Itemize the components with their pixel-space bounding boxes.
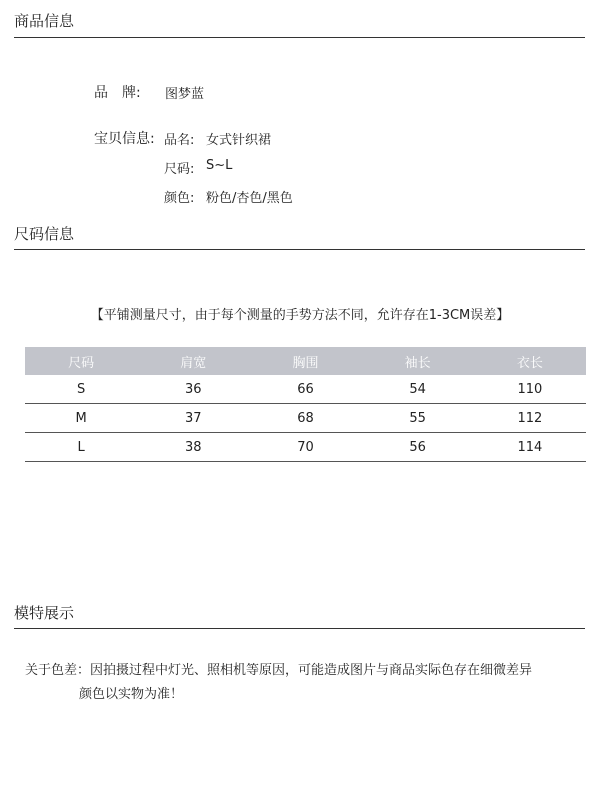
product-detail-label: 宝贝信息: xyxy=(94,131,155,147)
color-difference-note-2: 颜色以实物为准！ xyxy=(79,687,184,702)
table-cell: S xyxy=(25,375,137,404)
table-cell: 56 xyxy=(362,433,474,462)
table-cell: L xyxy=(25,433,137,462)
section-title-size-info: 尺码信息 xyxy=(14,225,75,243)
size-table xyxy=(25,347,586,462)
brand-label: 品 牌: xyxy=(94,85,141,101)
size-value: S~L xyxy=(206,158,233,173)
section-divider xyxy=(14,628,585,629)
table-cell: 55 xyxy=(362,404,474,433)
measurement-notice: 【平铺测量尺寸，由于每个测量的手势方法不同，允许存在1-3CM误差】 xyxy=(90,308,510,323)
section-divider xyxy=(14,37,585,38)
color-value: 粉色/杏色/黑色 xyxy=(206,191,293,206)
table-row xyxy=(25,375,586,404)
table-cell: 36 xyxy=(137,375,249,404)
table-cell: M xyxy=(25,404,137,433)
size-table-header xyxy=(25,347,586,375)
section-title-model-show: 模特展示 xyxy=(14,604,75,622)
product-name-label: 品名: xyxy=(164,133,195,148)
table-cell: 110 xyxy=(474,375,586,404)
table-row xyxy=(25,433,586,462)
header-size: 尺码 xyxy=(25,347,137,375)
table-cell: 66 xyxy=(249,375,361,404)
table-cell: 68 xyxy=(249,404,361,433)
color-difference-note: 关于色差：因拍摄过程中灯光、照相机等原因，可能造成图片与商品实际色存在细微差异 xyxy=(25,663,533,678)
section-title-product-info: 商品信息 xyxy=(14,12,75,30)
table-cell: 54 xyxy=(362,375,474,404)
color-label: 颜色: xyxy=(164,191,195,206)
brand-value: 图梦蓝 xyxy=(165,87,205,102)
section-divider xyxy=(14,249,585,250)
header-chest: 胸围 xyxy=(249,347,361,375)
header-shoulder: 肩宽 xyxy=(137,347,249,375)
table-cell: 114 xyxy=(474,433,586,462)
product-name-value: 女式针织裙 xyxy=(206,133,272,148)
table-cell: 37 xyxy=(137,404,249,433)
table-cell: 38 xyxy=(137,433,249,462)
header-length: 衣长 xyxy=(474,347,586,375)
header-sleeve: 袖长 xyxy=(362,347,474,375)
table-row xyxy=(25,404,586,433)
table-cell: 112 xyxy=(474,404,586,433)
size-label: 尺码: xyxy=(164,162,195,177)
table-cell: 70 xyxy=(249,433,361,462)
